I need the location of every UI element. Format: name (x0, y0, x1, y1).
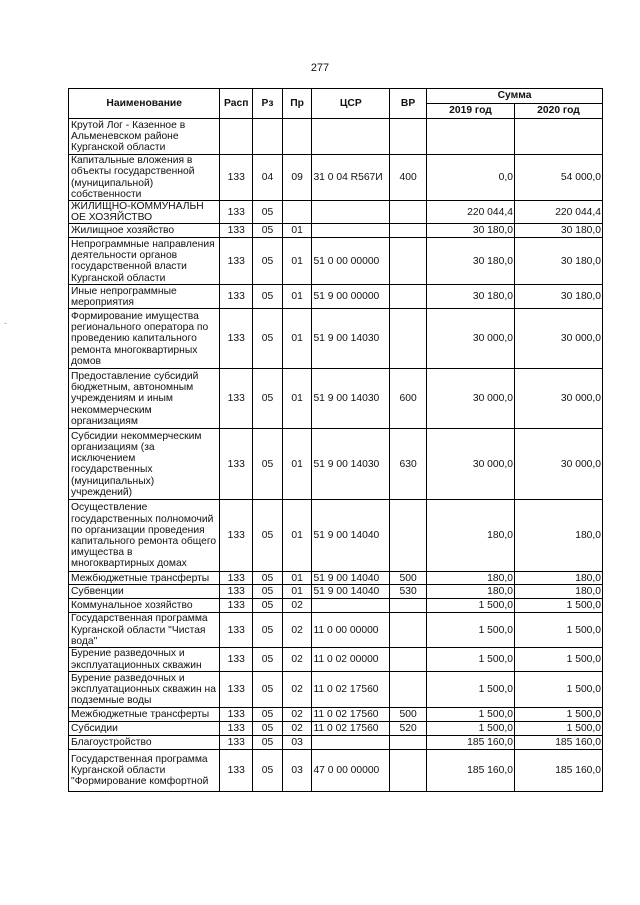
cell-rz (253, 119, 283, 155)
cell-name: Капитальные вложения в объекты государственной (муниципальной) собственности (69, 155, 220, 201)
cell-2019: 220 044,4 (426, 201, 514, 224)
cell-2019: 30 180,0 (426, 285, 514, 309)
cell-rz: 05 (253, 613, 283, 648)
header-summa: Сумма (426, 89, 602, 104)
cell-2020: 30 000,0 (514, 429, 602, 500)
cell-vr (390, 736, 427, 750)
cell-rasp: 133 (220, 599, 253, 613)
cell-name: Межбюджетные трансферты (69, 572, 220, 585)
cell-2020: 180,0 (514, 585, 602, 599)
cell-name: Крутой Лог - Казенное в Альменевском районе Курганской области (69, 119, 220, 155)
cell-name: Непрограммные направления деятельности органов государственной власти Курганской области (69, 238, 220, 285)
cell-name: Предоставление субсидий бюджетным, автономным учреждениям и иным некоммерческим организациям (69, 369, 220, 429)
cell-csr: 11 0 00 00000 (312, 613, 390, 648)
table-row (69, 708, 603, 722)
cell-rz: 05 (253, 572, 283, 585)
cell-vr (390, 750, 427, 792)
cell-name: Формирование имущества регионального оператора по проведению капитального ремонта многоквартирных домов (69, 309, 220, 369)
cell-vr: 500 (390, 708, 427, 722)
cell-rz: 05 (253, 369, 283, 429)
cell-pr: 03 (282, 750, 312, 792)
table-row (69, 722, 603, 736)
cell-rz: 05 (253, 672, 283, 708)
cell-csr: 51 9 00 14040 (312, 572, 390, 585)
cell-rasp: 133 (220, 500, 253, 572)
cell-rasp: 133 (220, 369, 253, 429)
cell-vr: 400 (390, 155, 427, 201)
cell-name: Субсидии (69, 722, 220, 736)
cell-rz: 04 (253, 155, 283, 201)
cell-2020: 1 500,0 (514, 708, 602, 722)
cell-rasp: 133 (220, 201, 253, 224)
cell-name: Государственная программа Курганской области "Формирование комфортной (69, 750, 220, 792)
cell-vr: 600 (390, 369, 427, 429)
cell-csr: 51 9 00 14030 (312, 369, 390, 429)
cell-2020: 185 160,0 (514, 750, 602, 792)
cell-pr: 01 (282, 572, 312, 585)
cell-rasp: 133 (220, 648, 253, 672)
header-2019: 2019 год (426, 104, 514, 119)
table-row (69, 309, 603, 369)
table-row (69, 238, 603, 285)
cell-pr: 01 (282, 224, 312, 238)
cell-rasp: 133 (220, 155, 253, 201)
header-pr: Пр (282, 89, 312, 119)
cell-2020: 30 180,0 (514, 285, 602, 309)
table-row (69, 500, 603, 572)
cell-2019: 185 160,0 (426, 750, 514, 792)
cell-vr (390, 599, 427, 613)
table-row (69, 429, 603, 500)
cell-csr (312, 224, 390, 238)
header-2020: 2020 год (514, 104, 602, 119)
cell-vr (390, 613, 427, 648)
table-row (69, 599, 603, 613)
cell-2019: 30 180,0 (426, 238, 514, 285)
cell-csr: 51 9 00 14030 (312, 429, 390, 500)
cell-csr (312, 736, 390, 750)
cell-rasp: 133 (220, 750, 253, 792)
cell-rasp: 133 (220, 708, 253, 722)
cell-rz: 05 (253, 708, 283, 722)
header-rasp: Расп (220, 89, 253, 119)
cell-rz: 05 (253, 201, 283, 224)
cell-name: Осуществление государственных полномочий по организации проведения капитального ремонта общего имущества в многоквартирных домах (69, 500, 220, 572)
table-body (69, 119, 603, 792)
cell-csr: 51 9 00 14040 (312, 500, 390, 572)
cell-pr: 02 (282, 722, 312, 736)
cell-2019: 180,0 (426, 585, 514, 599)
table-row (69, 672, 603, 708)
cell-vr: 500 (390, 572, 427, 585)
cell-rasp: 133 (220, 238, 253, 285)
cell-2020: 1 500,0 (514, 672, 602, 708)
cell-csr: 11 0 02 00000 (312, 648, 390, 672)
cell-rasp: 133 (220, 722, 253, 736)
cell-vr (390, 309, 427, 369)
cell-rasp: 133 (220, 672, 253, 708)
cell-pr: 01 (282, 238, 312, 285)
cell-vr (390, 285, 427, 309)
table-row (69, 585, 603, 599)
cell-rz: 05 (253, 722, 283, 736)
cell-2019: 30 000,0 (426, 429, 514, 500)
cell-2020: 180,0 (514, 572, 602, 585)
cell-csr: 11 0 02 17560 (312, 708, 390, 722)
table-row (69, 285, 603, 309)
cell-csr: 11 0 02 17560 (312, 722, 390, 736)
cell-pr: 01 (282, 500, 312, 572)
table-row (69, 613, 603, 648)
cell-rasp: 133 (220, 429, 253, 500)
budget-table (68, 88, 603, 792)
table-row (69, 736, 603, 750)
cell-name: Коммунальное хозяйство (69, 599, 220, 613)
cell-2019: 180,0 (426, 572, 514, 585)
cell-vr (390, 224, 427, 238)
scan-mark: - (4, 318, 7, 328)
cell-pr (282, 119, 312, 155)
cell-2019: 180,0 (426, 500, 514, 572)
table-row (69, 369, 603, 429)
table-row (69, 201, 603, 224)
cell-csr: 47 0 00 00000 (312, 750, 390, 792)
cell-2019: 30 000,0 (426, 309, 514, 369)
cell-csr (312, 201, 390, 224)
cell-name: Жилищное хозяйство (69, 224, 220, 238)
cell-csr: 51 0 00 00000 (312, 238, 390, 285)
cell-2020: 1 500,0 (514, 648, 602, 672)
cell-vr: 530 (390, 585, 427, 599)
cell-2019: 1 500,0 (426, 722, 514, 736)
cell-2019: 1 500,0 (426, 672, 514, 708)
cell-csr: 51 9 00 14030 (312, 309, 390, 369)
cell-rasp: 133 (220, 613, 253, 648)
cell-2020: 220 044,4 (514, 201, 602, 224)
cell-csr: 31 0 04 R567И (312, 155, 390, 201)
cell-pr: 01 (282, 585, 312, 599)
cell-rz: 05 (253, 224, 283, 238)
cell-2020: 30 180,0 (514, 224, 602, 238)
cell-2019: 1 500,0 (426, 613, 514, 648)
cell-vr (390, 201, 427, 224)
budget-table-wrapper (68, 88, 603, 792)
cell-rz: 05 (253, 648, 283, 672)
cell-2019: 1 500,0 (426, 599, 514, 613)
cell-csr: 11 0 02 17560 (312, 672, 390, 708)
cell-2020 (514, 119, 602, 155)
cell-name: Бурение разведочных и эксплуатационных скважин на подземные воды (69, 672, 220, 708)
cell-vr (390, 672, 427, 708)
cell-rz: 05 (253, 599, 283, 613)
cell-rz: 05 (253, 309, 283, 369)
cell-2020: 1 500,0 (514, 613, 602, 648)
cell-pr: 03 (282, 736, 312, 750)
cell-pr: 01 (282, 369, 312, 429)
cell-rasp: 133 (220, 285, 253, 309)
page-number: 277 (310, 62, 330, 74)
cell-2020: 1 500,0 (514, 722, 602, 736)
table-row (69, 572, 603, 585)
cell-rasp: 133 (220, 572, 253, 585)
cell-rasp: 133 (220, 585, 253, 599)
table-row (69, 648, 603, 672)
table-row (69, 224, 603, 238)
cell-rasp: 133 (220, 309, 253, 369)
cell-pr: 01 (282, 309, 312, 369)
table-header (69, 89, 603, 119)
header-rz: Рз (253, 89, 283, 119)
cell-vr: 630 (390, 429, 427, 500)
cell-pr: 02 (282, 648, 312, 672)
cell-2020: 30 000,0 (514, 369, 602, 429)
cell-csr (312, 599, 390, 613)
cell-2020: 185 160,0 (514, 736, 602, 750)
cell-vr: 520 (390, 722, 427, 736)
cell-rz: 05 (253, 736, 283, 750)
cell-2019: 30 000,0 (426, 369, 514, 429)
table-row (69, 155, 603, 201)
cell-pr: 02 (282, 613, 312, 648)
cell-pr: 02 (282, 672, 312, 708)
cell-2019: 1 500,0 (426, 708, 514, 722)
cell-rz: 05 (253, 429, 283, 500)
cell-name: Субвенции (69, 585, 220, 599)
cell-vr (390, 500, 427, 572)
cell-pr: 09 (282, 155, 312, 201)
cell-pr: 02 (282, 708, 312, 722)
cell-2020: 180,0 (514, 500, 602, 572)
cell-pr: 01 (282, 285, 312, 309)
cell-rasp: 133 (220, 736, 253, 750)
cell-2020: 54 000,0 (514, 155, 602, 201)
table-row (69, 119, 603, 155)
cell-rasp (220, 119, 253, 155)
header-vr: ВР (390, 89, 427, 119)
header-csr: ЦСР (312, 89, 390, 119)
cell-rasp: 133 (220, 224, 253, 238)
cell-2019: 185 160,0 (426, 736, 514, 750)
header-name: Наименование (69, 89, 220, 119)
cell-pr (282, 201, 312, 224)
cell-2020: 30 000,0 (514, 309, 602, 369)
cell-name: Субсидии некоммерческим организациям (за исключением государственных (муниципальных) учреждений) (69, 429, 220, 500)
cell-vr (390, 119, 427, 155)
cell-vr (390, 648, 427, 672)
cell-name: Межбюджетные трансферты (69, 708, 220, 722)
cell-name: ЖИЛИЩНО-КОММУНАЛЬН ОЕ ХОЗЯЙСТВО (69, 201, 220, 224)
cell-rz: 05 (253, 500, 283, 572)
cell-name: Иные непрограммные мероприятия (69, 285, 220, 309)
cell-2019: 1 500,0 (426, 648, 514, 672)
cell-name: Государственная программа Курганской области "Чистая вода" (69, 613, 220, 648)
table-row (69, 750, 603, 792)
cell-csr: 51 9 00 00000 (312, 285, 390, 309)
cell-2019: 0,0 (426, 155, 514, 201)
cell-2020: 30 180,0 (514, 238, 602, 285)
cell-rz: 05 (253, 585, 283, 599)
cell-name: Благоустройство (69, 736, 220, 750)
cell-vr (390, 238, 427, 285)
cell-pr: 02 (282, 599, 312, 613)
cell-2020: 1 500,0 (514, 599, 602, 613)
cell-rz: 05 (253, 238, 283, 285)
cell-csr: 51 9 00 14040 (312, 585, 390, 599)
cell-rz: 05 (253, 285, 283, 309)
cell-csr (312, 119, 390, 155)
cell-rz: 05 (253, 750, 283, 792)
cell-2019: 30 180,0 (426, 224, 514, 238)
cell-2019 (426, 119, 514, 155)
cell-name: Бурение разведочных и эксплуатационных скважин (69, 648, 220, 672)
cell-pr: 01 (282, 429, 312, 500)
